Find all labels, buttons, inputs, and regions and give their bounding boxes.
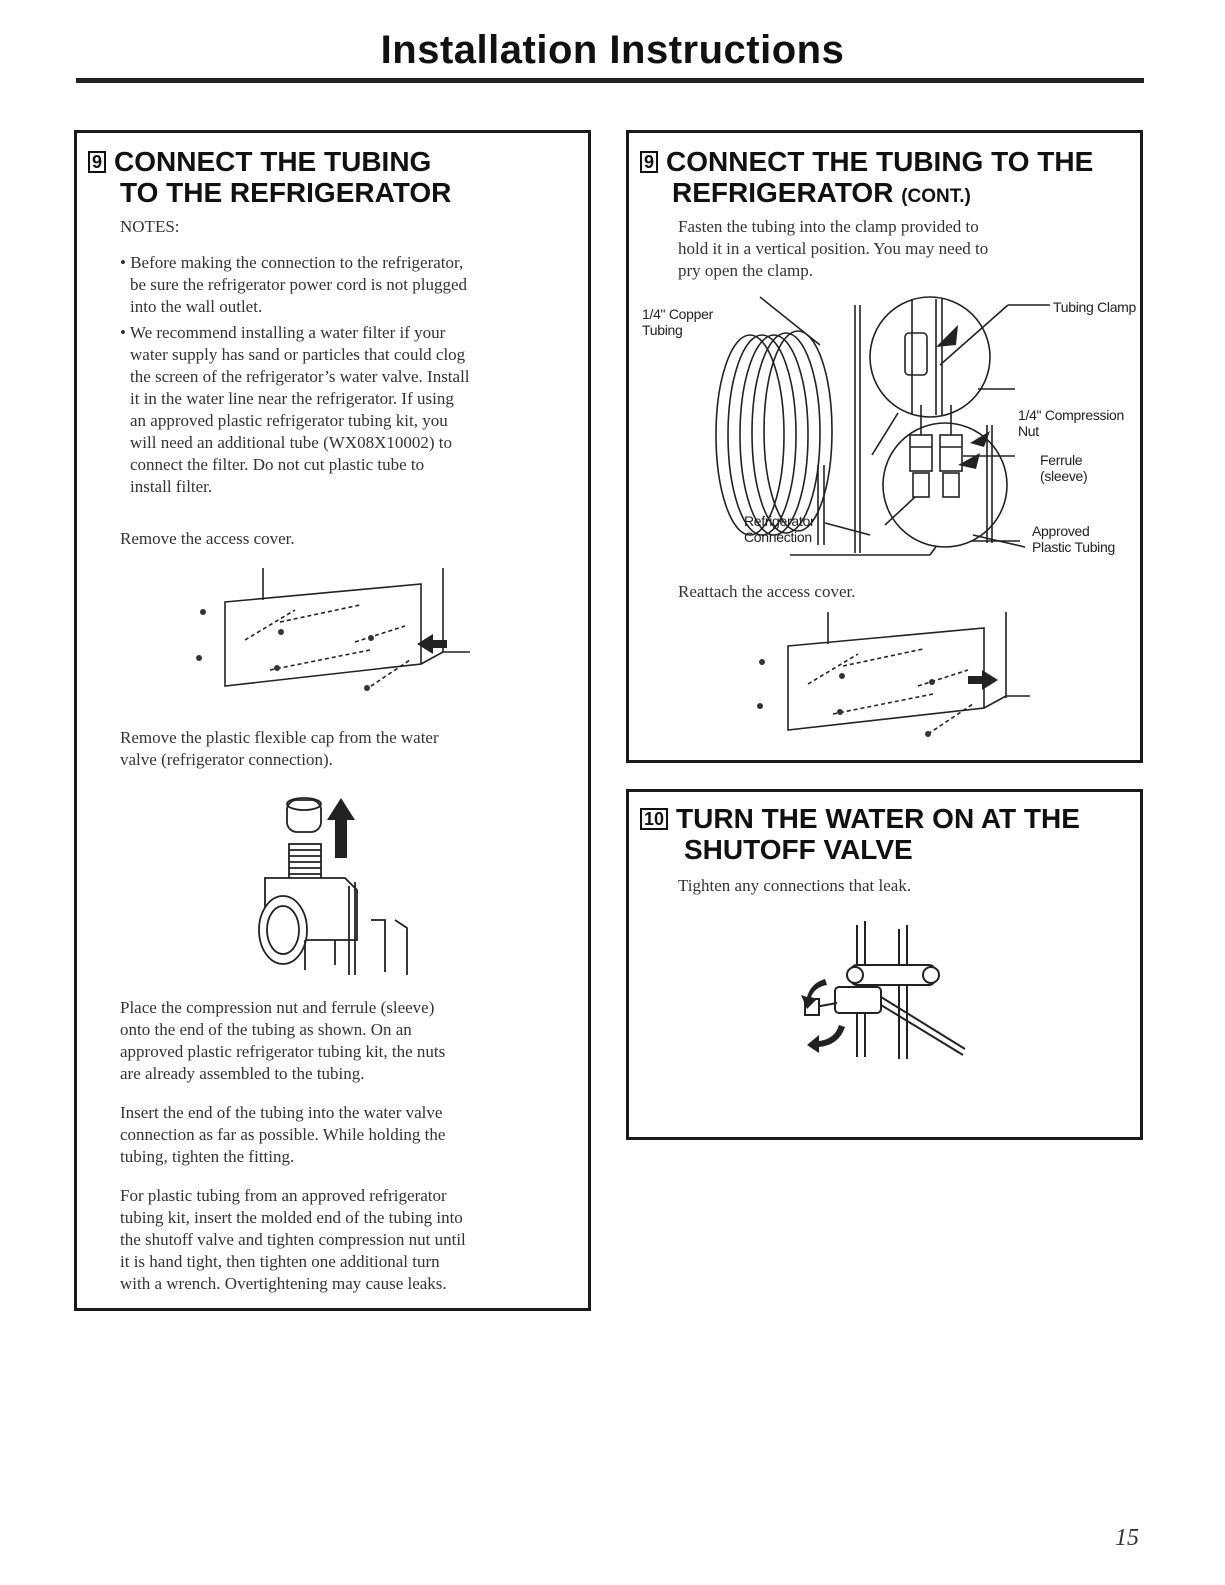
refrigerator-connection-label	[744, 513, 814, 545]
text-line: the screen of the refrigerator’s water valve. Install	[130, 367, 470, 386]
text-line: Remove the plastic flexible cap from the water	[120, 728, 439, 747]
text-line: • We recommend installing a water filter if your	[120, 323, 446, 342]
ferrule-label	[1040, 452, 1087, 484]
text-line: the shutoff valve and tighten compression nut until	[120, 1230, 466, 1249]
approved-plastic-tubing-label	[1032, 523, 1115, 555]
text-line: install filter.	[130, 477, 213, 496]
access-cover-removal-illustration	[185, 560, 485, 700]
text-line: it in the water line near the refrigerator. If using	[130, 389, 454, 408]
note-2	[120, 322, 470, 498]
label-line: Nut	[1018, 423, 1039, 439]
place-nut-text	[120, 997, 445, 1085]
shutoff-valve-illustration	[795, 915, 985, 1065]
label-line: Approved	[1032, 523, 1090, 539]
label-line: 1/4" Compression	[1018, 407, 1124, 423]
title-rule	[76, 78, 1144, 83]
label-line: Ferrule	[1040, 452, 1083, 468]
text-line: with a wrench. Overtightening may cause leaks.	[120, 1274, 447, 1293]
label-line: Refrigerator	[744, 513, 815, 529]
heading-line: TURN THE WATER ON AT THE	[676, 803, 1080, 834]
label-line: (sleeve)	[1040, 468, 1088, 484]
heading-line: TO THE REFRIGERATOR	[120, 177, 452, 208]
text-line: it is hand tight, then tighten one additional turn	[120, 1252, 440, 1271]
access-cover-reattach-illustration	[740, 610, 1040, 750]
text-line: connect the filter. Do not cut plastic tube to	[130, 455, 425, 474]
text-line: valve (refrigerator connection).	[120, 750, 333, 769]
text-line: into the wall outlet.	[130, 297, 263, 316]
page-number: 15	[1115, 1525, 1139, 1551]
step-number-badge: 10	[640, 808, 668, 830]
heading-line: SHUTOFF VALVE	[684, 834, 913, 865]
heading-cont: (CONT.)	[901, 186, 971, 207]
step-9-heading	[88, 146, 451, 208]
text-line: will need an additional tube (WX08X10002) to	[130, 433, 452, 452]
label-line: 1/4" Copper	[642, 306, 713, 322]
water-valve-cap-illustration	[245, 790, 425, 980]
note-1	[120, 252, 467, 318]
text-line: For plastic tubing from an approved refrigerator	[120, 1186, 447, 1205]
heading-line: CONNECT THE TUBING TO THE	[666, 146, 1094, 177]
text-line: Insert the end of the tubing into the water valve	[120, 1103, 443, 1122]
step-number-badge: 9	[640, 151, 658, 173]
tubing-clamp-label: Tubing Clamp	[1053, 299, 1137, 315]
page-title: Installation Instructions	[380, 28, 845, 72]
plastic-tubing-text	[120, 1185, 466, 1295]
label-line: Tubing	[642, 322, 683, 338]
label-line: Plastic Tubing	[1032, 539, 1115, 555]
tighten-text: Tighten any connections that leak.	[678, 876, 912, 895]
copper-tubing-label	[642, 306, 713, 338]
text-line: pry open the clamp.	[678, 261, 814, 280]
text-line: are already assembled to the tubing.	[120, 1064, 365, 1083]
heading-line: REFRIGERATOR	[672, 177, 894, 208]
remove-cover-text: Remove the access cover.	[120, 529, 295, 548]
text-line: approved plastic refrigerator tubing kit, the nuts	[120, 1042, 446, 1061]
text-line: tubing kit, insert the molded end of the tubing into	[120, 1208, 463, 1227]
step-number-badge: 9	[88, 151, 106, 173]
text-line: tubing, tighten the fitting.	[120, 1147, 295, 1166]
step-9-cont-heading	[640, 146, 1093, 212]
notes-label: NOTES:	[120, 217, 180, 236]
text-line: Fasten the tubing into the clamp provided to	[678, 217, 979, 236]
text-line: connection as far as possible. While holding the	[120, 1125, 446, 1144]
step-10-heading	[640, 803, 1080, 865]
text-line: hold it in a vertical position. You may need to	[678, 239, 989, 258]
text-line: water supply has sand or particles that could clog	[130, 345, 466, 364]
heading-line: CONNECT THE TUBING	[114, 146, 432, 177]
text-line: onto the end of the tubing as shown. On an	[120, 1020, 412, 1039]
text-line: • Before making the connection to the refrigerator,	[120, 253, 464, 272]
compression-nut-label	[1018, 407, 1124, 439]
label-line: Connection	[744, 529, 812, 545]
text-line: an approved plastic refrigerator tubing kit, you	[130, 411, 448, 430]
fasten-text	[678, 216, 988, 282]
text-line: be sure the refrigerator power cord is not plugged	[130, 275, 468, 294]
text-line: Place the compression nut and ferrule (sleeve)	[120, 998, 435, 1017]
reattach-text: Reattach the access cover.	[678, 582, 856, 601]
remove-cap-text	[120, 727, 439, 771]
insert-end-text	[120, 1102, 445, 1168]
